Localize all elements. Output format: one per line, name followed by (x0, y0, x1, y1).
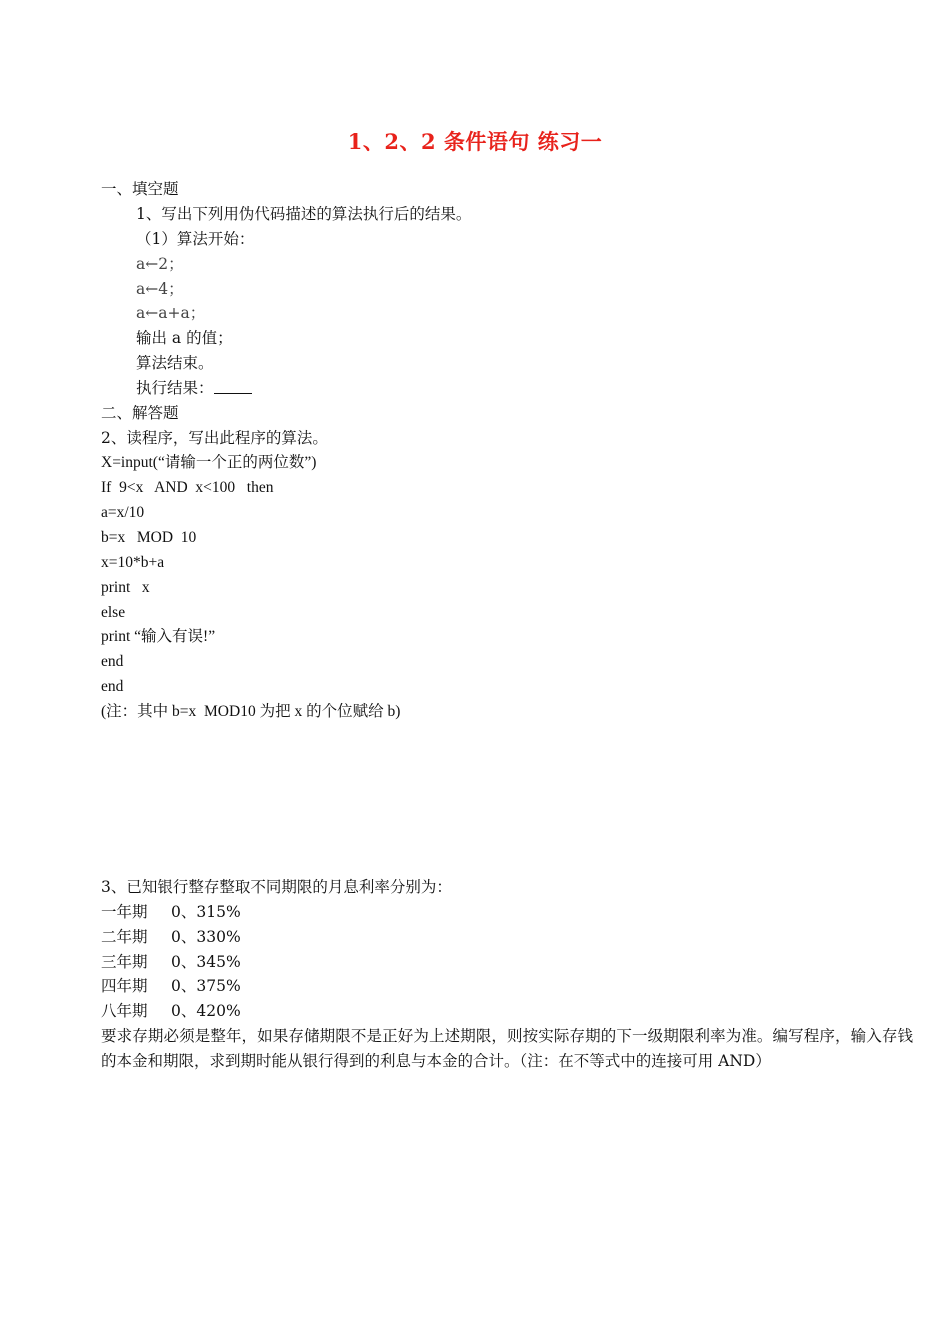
pseudo-line: 算法结束。 (136, 354, 214, 372)
rate-row (101, 952, 241, 972)
code-line: else (101, 604, 126, 621)
rate-value: 0、420% (171, 1002, 241, 1020)
pseudo-line: a←2； (136, 255, 184, 273)
code-line: print x (101, 579, 150, 596)
rate-row (101, 927, 241, 947)
code-line: end (101, 678, 124, 695)
question-1: 1、写出下列用伪代码描述的算法执行后的结果。 (136, 205, 472, 223)
question-3: 3、已知银行整存整取不同期限的月息利率分别为： (101, 878, 452, 896)
code-line: x=10*b+a (101, 554, 165, 571)
requirement-paragraph: 要求存期必须是整年，如果存储期限不是正好为上述期限，则按实际存期的下一级期限利率为准。编写程序，输入存钱的本金和期限，求到期时能从银行得到的利息与本金的合计。（注：在不等式中的连接可用 AND） (101, 1027, 913, 1070)
rate-row (101, 902, 241, 922)
rate-term: 八年期 (101, 1002, 148, 1020)
code-line: If 9<x AND x<100 then (101, 479, 274, 496)
pseudo-line: a←a+a； (136, 304, 206, 322)
code-line: print “输入有误!” (101, 628, 216, 645)
algorithm-start: （1）算法开始： (136, 230, 255, 248)
rate-term: 二年期 (101, 928, 148, 946)
code-line: end (101, 653, 124, 670)
code-line: X=input(“请输一个正的两位数”) (101, 454, 317, 471)
rate-row (101, 976, 241, 996)
rate-term: 一年期 (101, 903, 148, 921)
document-title: 1、2、2 条件语句 练习一 (347, 129, 603, 154)
code-line: b=x MOD 10 (101, 529, 197, 546)
question-2: 2、读程序，写出此程序的算法。 (101, 429, 328, 447)
section2-heading: 二、解答题 (101, 404, 179, 422)
result-line (136, 378, 252, 398)
code-line: a=x/10 (101, 504, 145, 521)
rate-term: 四年期 (101, 977, 148, 995)
section1-heading: 一、填空题 (101, 180, 179, 198)
rate-value: 0、330% (171, 928, 241, 946)
answer-blank (214, 379, 252, 394)
rate-value: 0、375% (171, 977, 241, 995)
rate-term: 三年期 (101, 953, 148, 971)
pseudo-line: 输出 a 的值； (136, 329, 233, 347)
result-label: 执行结果： (136, 379, 214, 397)
rate-value: 0、315% (171, 903, 241, 921)
rate-row (101, 1001, 241, 1021)
code-note: (注：其中 b=x MOD10 为把 x 的个位赋给 b) (101, 703, 401, 720)
pseudo-line: a←4； (136, 280, 184, 298)
rate-value: 0、345% (171, 953, 241, 971)
